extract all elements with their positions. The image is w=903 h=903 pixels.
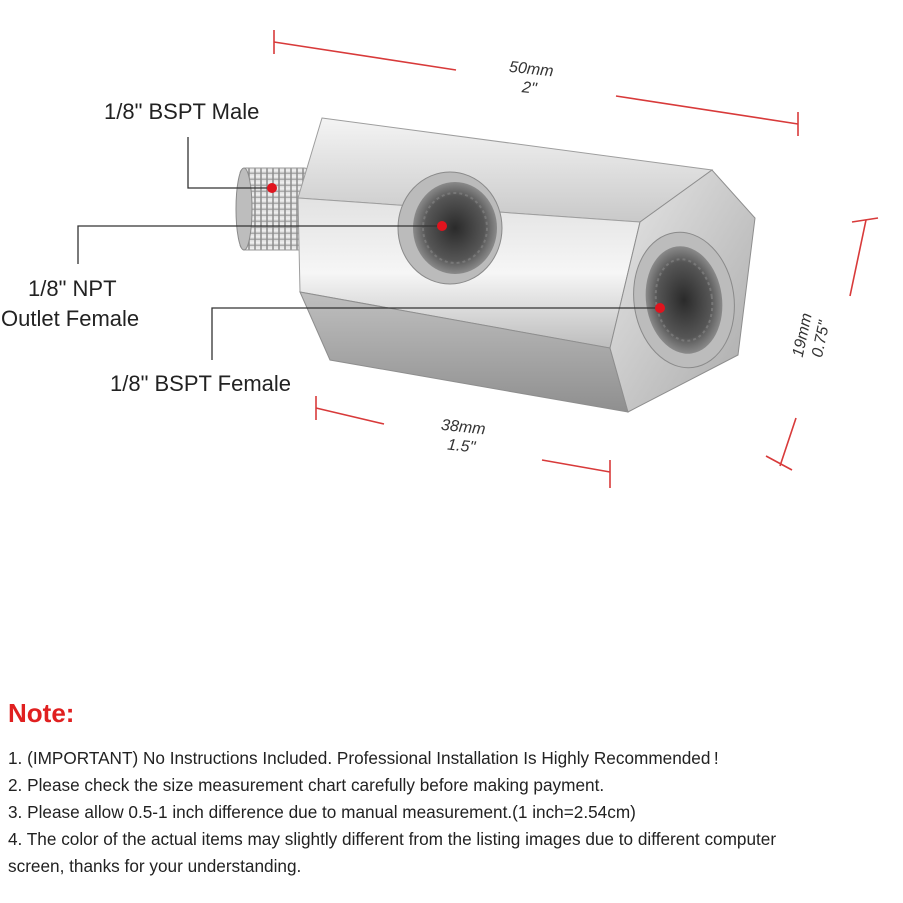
dimension-length-mm: 50mm: [508, 58, 555, 81]
note-item: 4. The color of the actual items may slightly different from the listing images due to different computer: [8, 829, 777, 849]
note-item: screen, thanks for your understanding.: [8, 856, 302, 876]
label-bspt-female: 1/8" BSPT Female: [110, 371, 292, 396]
dimension-width-inch: 0.75": [809, 319, 834, 359]
dimension-length: [506, 58, 554, 101]
dimension-body: [438, 416, 486, 459]
dimension-body-inch: 1.5": [446, 436, 477, 457]
dimension-width-mm: 19mm: [789, 311, 816, 359]
dimension-body-mm: 38mm: [440, 416, 487, 439]
note-list: [8, 745, 903, 880]
npt-outlet-port: [398, 172, 502, 284]
note-item: 2. Please check the size measurement chart carefully before making payment.: [8, 775, 605, 795]
label-bspt-male: 1/8" BSPT Male: [104, 99, 260, 124]
dimension-length-inch: 2": [521, 79, 538, 98]
note-title: Note:: [8, 698, 75, 728]
note-item: 1. (IMPORTANT) No Instructions Included. Professional Installation Is Highly Recommended !: [8, 748, 719, 768]
label-npt-line1: 1/8" NPT: [28, 276, 117, 301]
note-item: 3. Please allow 0.5-1 inch difference due to manual measurement.(1 inch=2.54cm): [8, 802, 636, 822]
label-npt-line2: Outlet Female: [1, 306, 140, 331]
